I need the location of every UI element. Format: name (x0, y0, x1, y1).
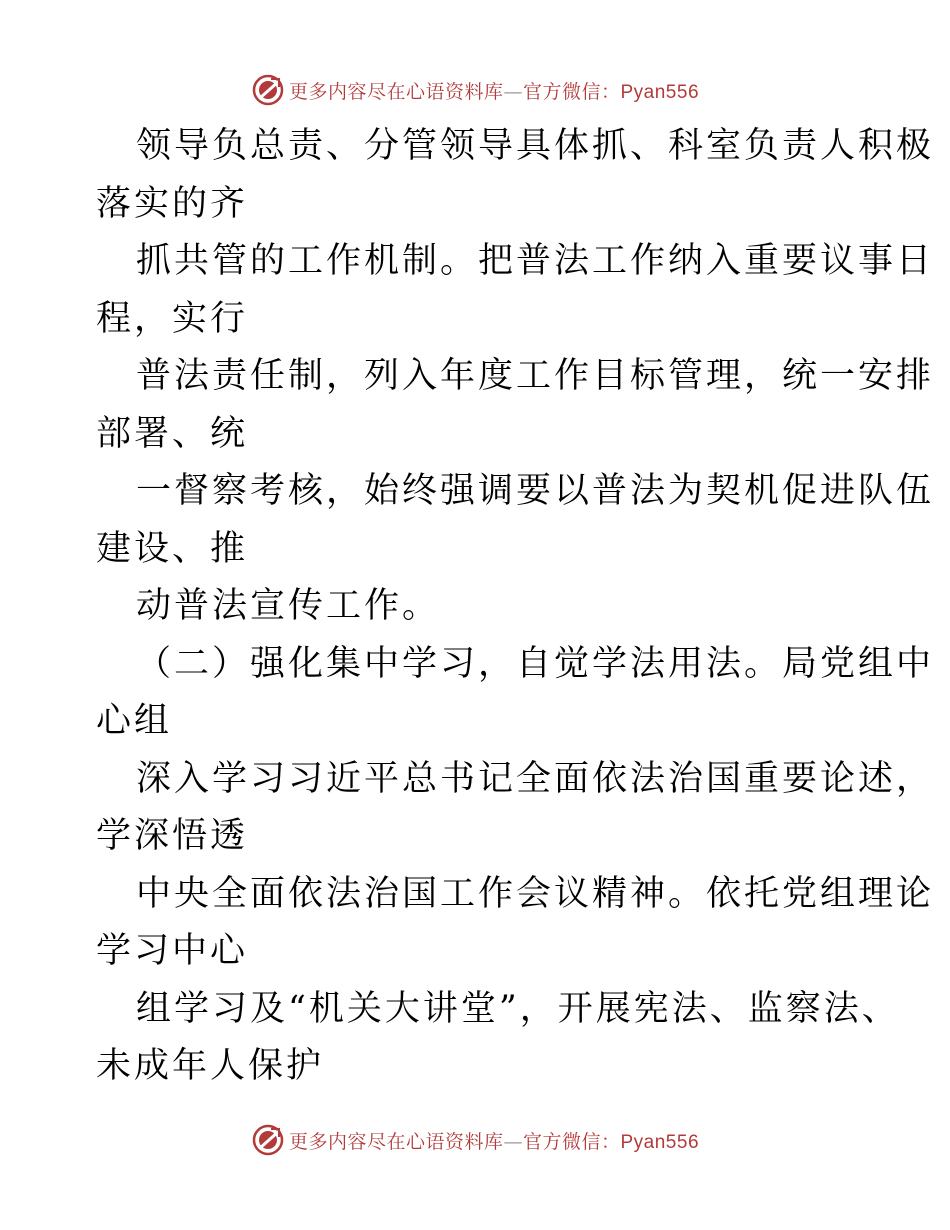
text-line: 组学习及“机关大讲堂”，开展宪法、监察法、 (136, 988, 900, 1029)
document-body (96, 118, 935, 1096)
text-line: 动普法宣传工作。 (136, 586, 441, 626)
brush-logo-icon (251, 73, 285, 107)
text-line: 学深悟透 (96, 816, 249, 856)
header-site-text: 更多内容尽在心语资料库 (288, 80, 504, 103)
text-line: 心组 (96, 701, 173, 741)
footer-site-text: 更多内容尽在心语资料库 (288, 1130, 504, 1153)
footer-banner (0, 1120, 950, 1160)
text-line: 中央全面依法治国工作会议精神。依托党组理论 (136, 873, 935, 914)
footer-dash: — (503, 1130, 523, 1153)
text-line: 普法责任制，列入年度工作目标管理，统一安排 (136, 356, 935, 396)
text-line: 未成年人保护 (96, 1046, 325, 1086)
footer-banner-text (289, 1127, 699, 1154)
text-line: 抓共管的工作机制。把普法工作纳入重要议事日 (136, 241, 935, 281)
header-dash: — (503, 80, 523, 103)
text-line: 程，实行 (96, 298, 249, 339)
text-line: 部署、统 (96, 413, 249, 454)
header-banner (0, 70, 950, 110)
text-line: 深入学习习近平总书记全面依法治国重要论述， (136, 758, 935, 799)
text-line: 领导负总责、分管领导具体抓、科室负责人积极 (136, 126, 935, 166)
footer-wechat-label: 官方微信： (522, 1130, 621, 1153)
footer-wechat-id: Pyan556 (620, 1131, 700, 1153)
text-line: 落实的齐 (96, 183, 249, 224)
header-wechat-label: 官方微信： (522, 80, 621, 103)
header-wechat-id: Pyan556 (620, 81, 700, 103)
header-banner-text (289, 77, 699, 104)
text-line: 一督察考核，始终强调要以普法为契机促进队伍 (136, 471, 935, 511)
text-line: 学习中心 (96, 931, 249, 971)
text-line: （二）强化集中学习，自觉学法用法。局党组中 (136, 643, 935, 684)
text-line: 建设、推 (96, 528, 249, 569)
brush-logo-icon (251, 1123, 285, 1157)
